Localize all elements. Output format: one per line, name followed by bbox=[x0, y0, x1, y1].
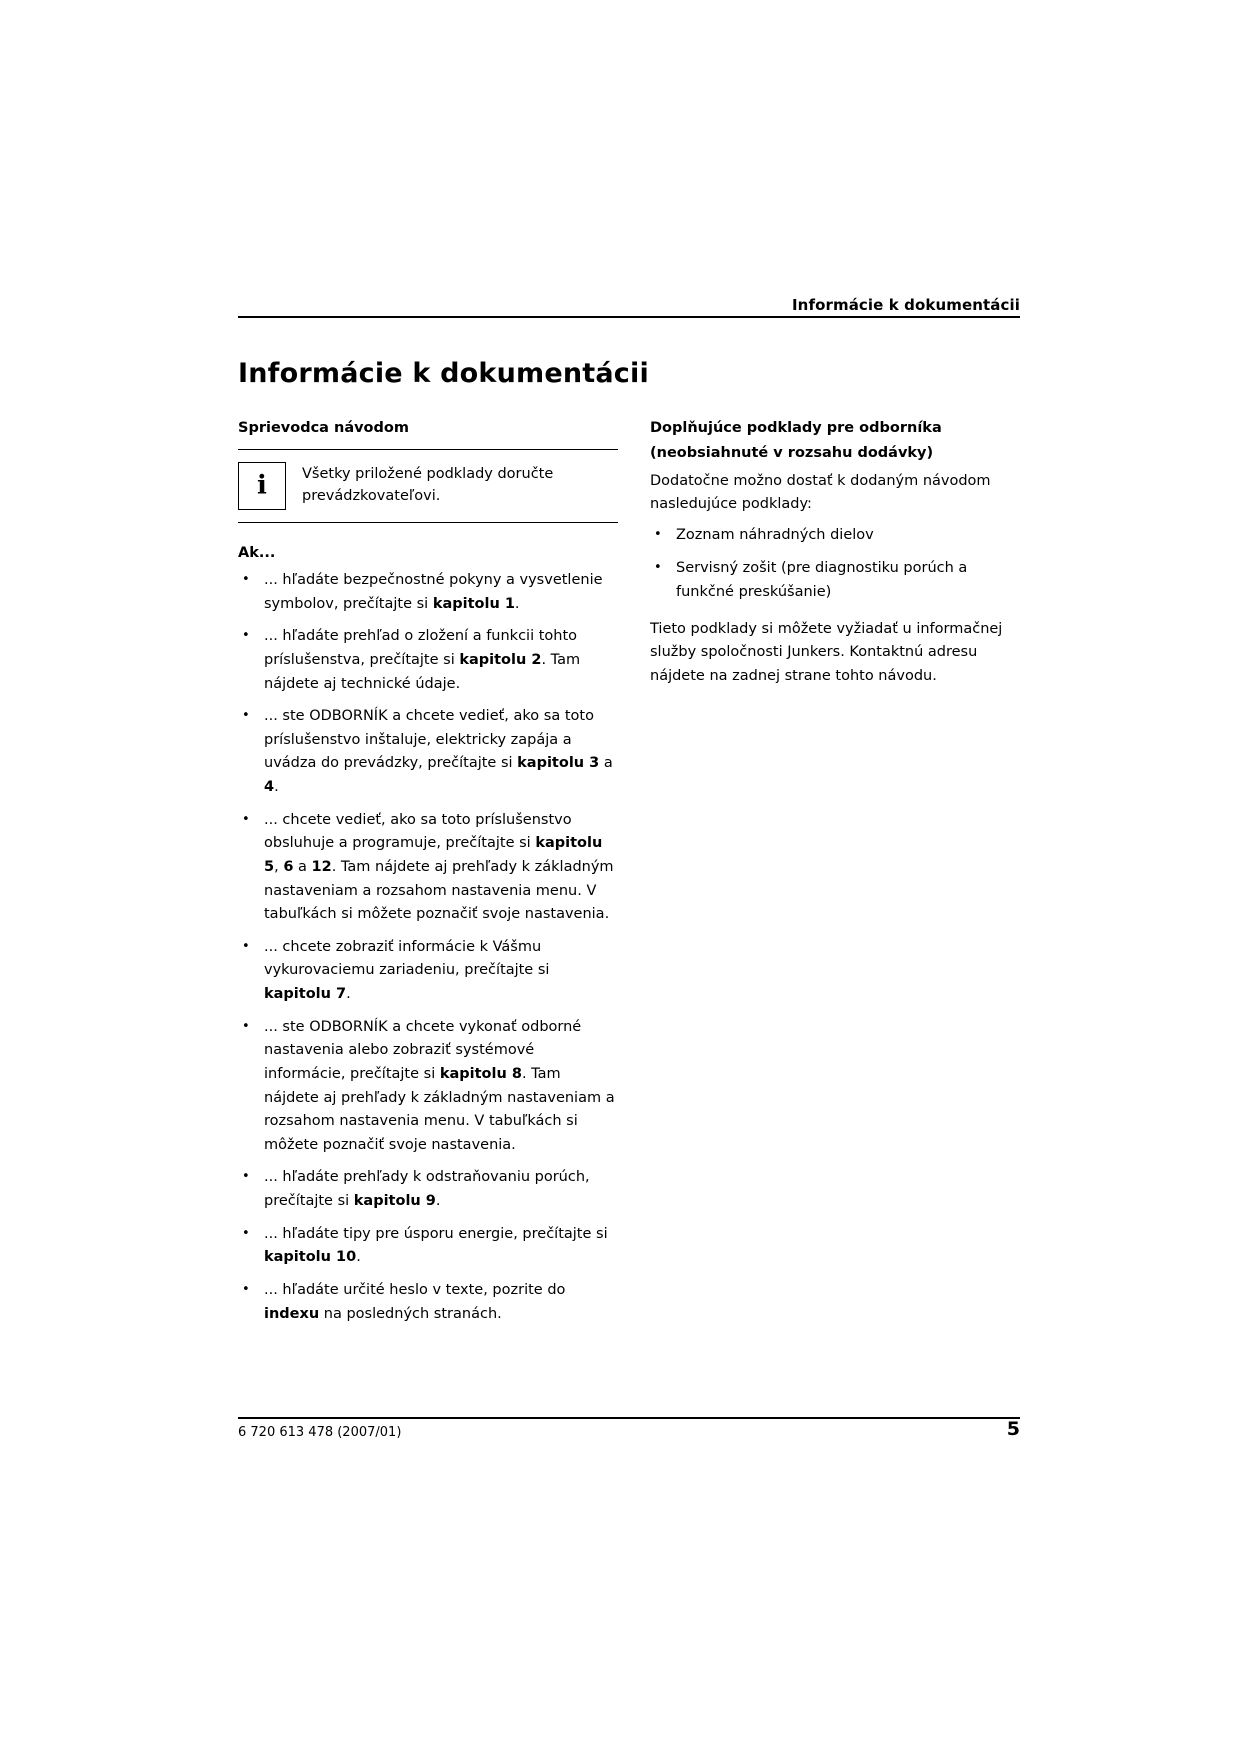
item-text-post: na posledných stranách. bbox=[319, 1305, 502, 1322]
item-text-bold: kapitolu 5 bbox=[264, 835, 603, 875]
section-heading-doplnujuce-line1: Doplňujúce podklady pre odborníka bbox=[650, 420, 942, 436]
item-text-mid: , bbox=[274, 858, 284, 875]
item-text-bold: kapitolu 8 bbox=[439, 1065, 522, 1082]
note-text: Všetky priložené podklady doručte prevádzkovateľovi. bbox=[302, 466, 554, 504]
item-text-mid: a bbox=[599, 755, 613, 772]
item-text-post: . bbox=[356, 1249, 361, 1266]
item-text-mid2: a bbox=[293, 858, 312, 875]
supplementary-list bbox=[650, 524, 1022, 604]
info-icon bbox=[238, 462, 286, 510]
item-text-post: . bbox=[346, 986, 351, 1003]
ak-list bbox=[238, 569, 618, 1326]
item-text-bold: kapitolu 1 bbox=[432, 595, 515, 612]
header-divider bbox=[238, 316, 1020, 318]
footer-document-id: 6 720 613 478 (2007/01) bbox=[238, 1425, 402, 1440]
item-text-post: . Tam nájdete aj technické údaje. bbox=[264, 651, 581, 692]
item-text-pre: ... chcete zobraziť informácie k Vášmu vykurovaciemu zariadeniu, prečítajte si bbox=[264, 938, 550, 979]
ak-heading: Ak... bbox=[238, 545, 276, 562]
item-text-bold2: 6 bbox=[283, 858, 294, 875]
item-text-pre: ... hľadáte tipy pre úsporu energie, prečítajte si bbox=[264, 1225, 608, 1242]
item-text-pre: ... hľadáte prehľad o zložení a funkcii tohto príslušenstva, prečítajte si bbox=[264, 628, 578, 668]
item-text-pre: ... hľadáte prehľady k odstraňovaniu porúch, prečítajte si bbox=[264, 1169, 590, 1210]
right-column bbox=[650, 418, 1022, 688]
list-item bbox=[238, 1016, 618, 1158]
item-text-post: . bbox=[274, 779, 279, 796]
item-text-bold3: 12 bbox=[311, 858, 332, 875]
list-item bbox=[238, 625, 618, 696]
item-text-pre: ... hľadáte určité heslo v texte, pozrite do bbox=[264, 1281, 566, 1298]
footer-page-number: 5 bbox=[1006, 1418, 1020, 1440]
note-box bbox=[238, 449, 618, 523]
running-header-title: Informácie k dokumentácii bbox=[791, 296, 1020, 314]
list-item bbox=[238, 1223, 618, 1270]
item-text-bold: kapitolu 10 bbox=[264, 1249, 357, 1266]
list-item: • Zoznam náhradných dielov bbox=[650, 524, 1022, 548]
list-item bbox=[238, 569, 618, 616]
right-closing-text: Tieto podklady si môžete vyžiadať u informačnej služby spoločnosti Junkers. Kontaktnú adresu nájdete na zadnej strane tohto návodu. bbox=[650, 621, 1003, 684]
item-text-bold: kapitolu 2 bbox=[459, 651, 542, 668]
section-heading-sprievodca: Sprievodca návodom bbox=[238, 420, 409, 436]
right-intro-text: Dodatočne možno dostať k dodaným návodom nasledujúce podklady: bbox=[650, 473, 991, 513]
info-icon-glyph: ℹ bbox=[257, 470, 267, 501]
page-title: Informácie k dokumentácii bbox=[238, 358, 649, 389]
item-text-pre: ... ste ODBORNÍK a chcete vykonať odborné nastavenia alebo zobraziť systémové informácie, prečítajte si bbox=[264, 1018, 582, 1082]
section-heading-doplnujuce-line2: (neobsiahnuté v rozsahu dodávky) bbox=[650, 445, 934, 462]
item-text-bold: kapitolu 7 bbox=[264, 986, 347, 1003]
item-text-bold: indexu bbox=[264, 1305, 320, 1322]
list-item bbox=[238, 1279, 618, 1326]
item-text-pre: ... ste ODBORNÍK a chcete vedieť, ako sa toto príslušenstvo inštaluje, elektricky zapája a uvádza do prevádzky, prečítajte si bbox=[264, 708, 594, 772]
left-column bbox=[238, 418, 618, 1335]
list-item bbox=[238, 809, 618, 927]
item-text-post: . Tam nájdete aj prehľady k základným nastaveniam a rozsahom nastavenia menu. V tabuľkách si môžete poznačiť svoje nastavenia. bbox=[264, 1065, 615, 1153]
item-text-post: . bbox=[435, 1193, 441, 1210]
list-item bbox=[238, 1166, 618, 1213]
footer-divider bbox=[238, 1417, 1020, 1419]
item-text-pre: ... chcete vedieť, ako sa toto príslušenstvo obsluhuje a programuje, prečítajte si bbox=[264, 811, 572, 852]
list-item bbox=[238, 705, 618, 800]
item-text-bold: kapitolu 3 bbox=[517, 755, 600, 772]
list-item: • Servisný zošit (pre diagnostiku porúch a funkčné preskúšanie) bbox=[650, 557, 1022, 604]
list-item bbox=[238, 936, 618, 1007]
item-text-pre: ... hľadáte bezpečnostné pokyny a vysvetlenie symbolov, prečítajte si bbox=[264, 572, 603, 612]
item-text-bold2: 4 bbox=[264, 779, 275, 796]
item-text-bold: kapitolu 9 bbox=[353, 1193, 436, 1210]
item-text-post: . Tam nájdete aj prehľady k základným nastaveniam a rozsahom nastavenia menu. V tabuľkách si môžete poznačiť svoje nastavenia. bbox=[264, 858, 614, 923]
item-text-post: . bbox=[514, 595, 520, 612]
